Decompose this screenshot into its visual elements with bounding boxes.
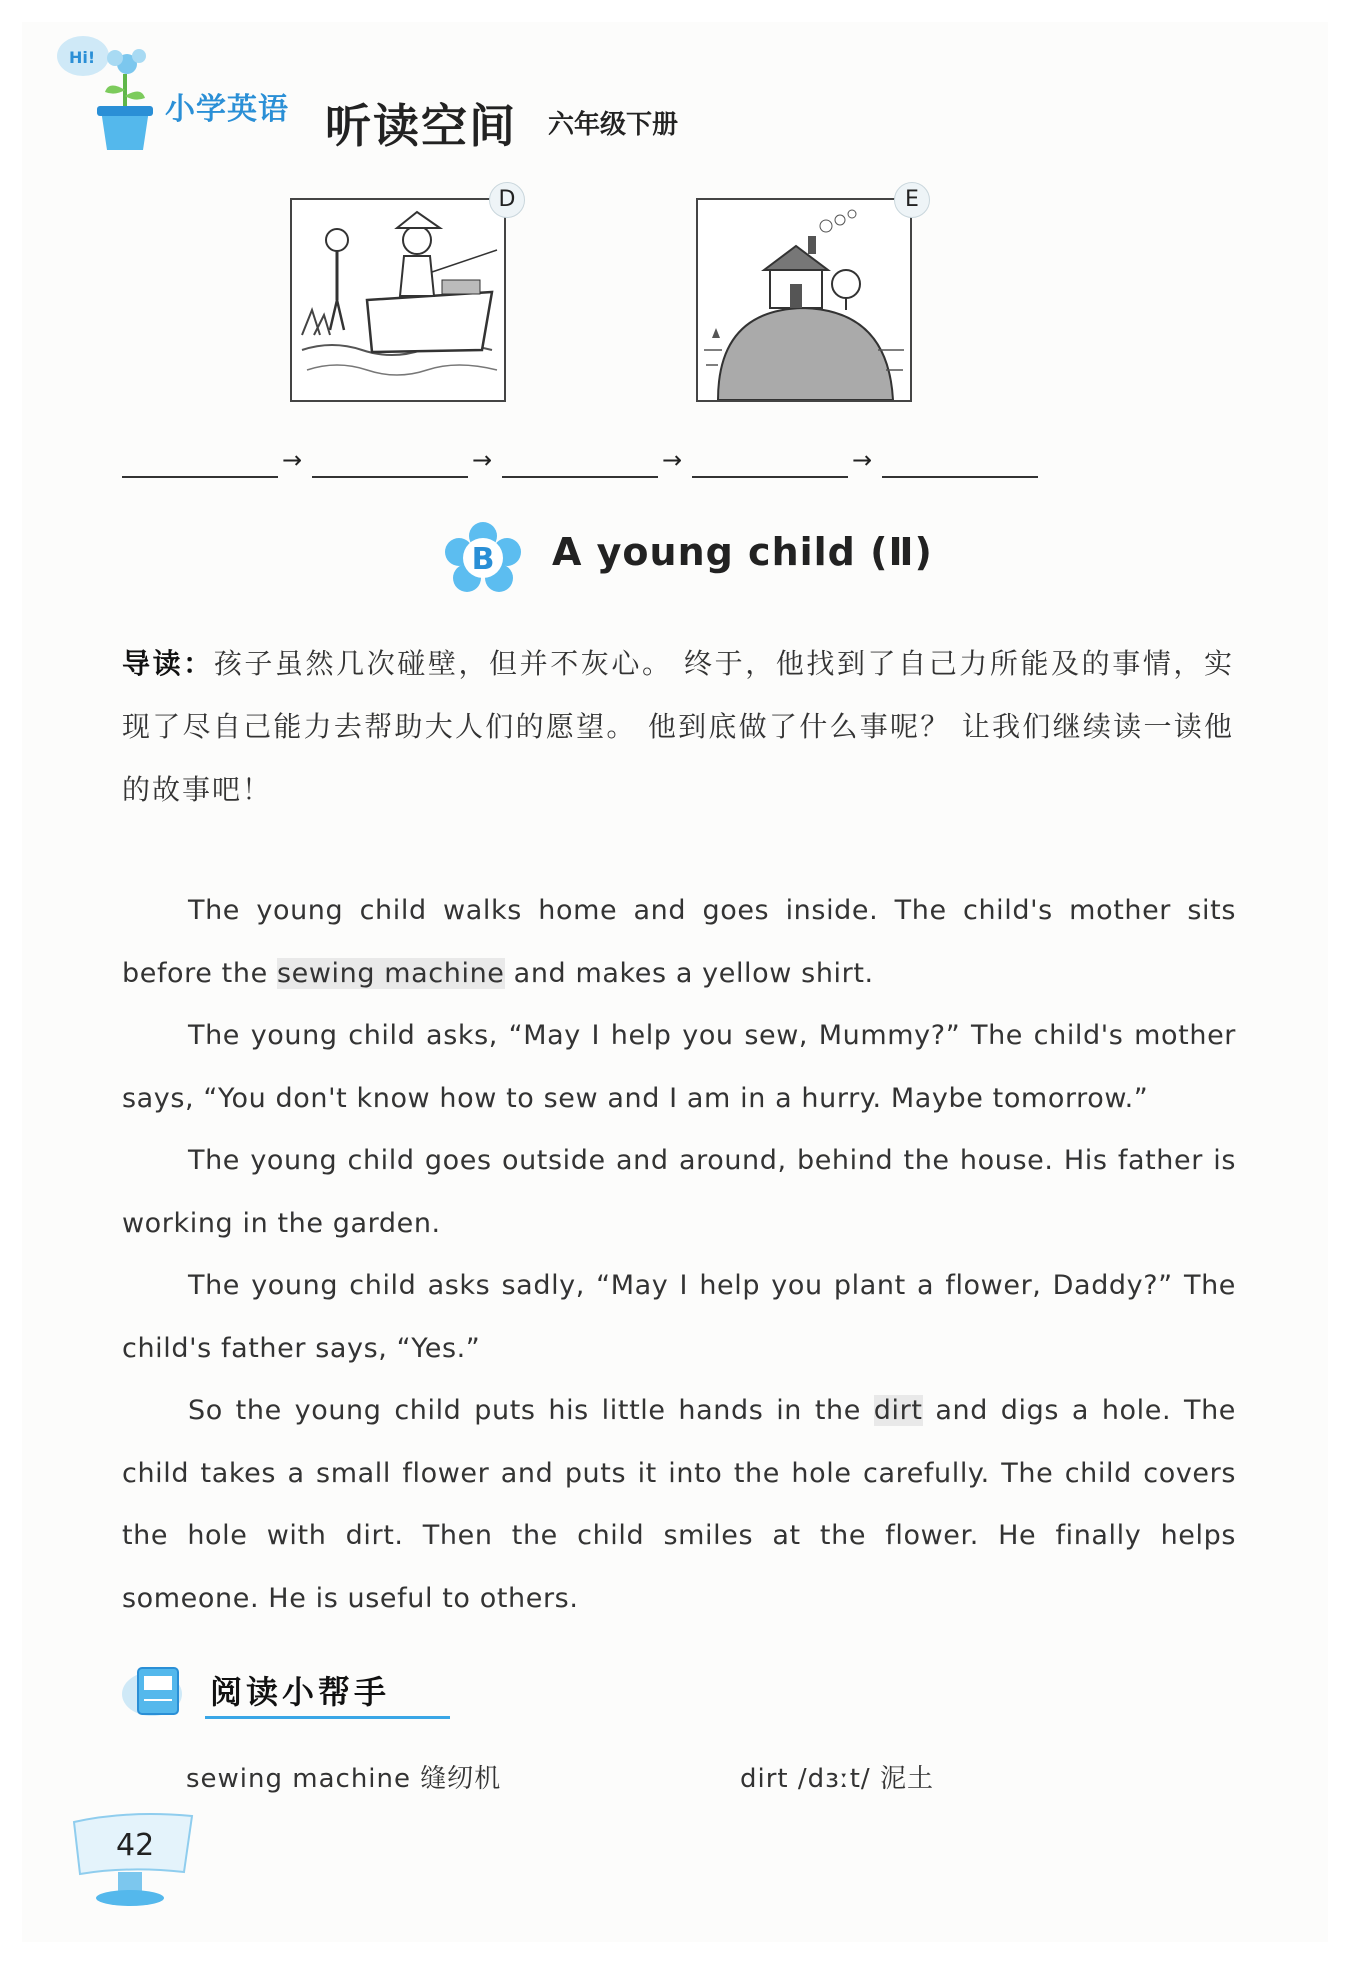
order-blank-3[interactable] — [502, 476, 658, 478]
picture-d-fishing — [290, 198, 506, 402]
reading-guide-label: 导读： — [122, 647, 214, 680]
story-paragraph — [122, 880, 1236, 1005]
story-paragraph: The young child asks, “May I help you sew, Mummy?” The child's mother says, “You don't know how to sew and I am in a hurry. Maybe tomorrow.” — [122, 1020, 1236, 1114]
section-title: A young child (Ⅱ) — [552, 530, 933, 574]
brand-title: 听读空间 — [325, 99, 517, 153]
page-number: 42 — [116, 1828, 155, 1863]
glossary-item-dirt: dirt /dɜːt/ 泥土 — [740, 1764, 934, 1794]
order-blank-2[interactable] — [312, 476, 468, 478]
order-blank-4[interactable] — [692, 476, 848, 478]
series-name: 小学英语 — [165, 92, 289, 127]
story-text — [122, 880, 1236, 1630]
island-house-illustration — [698, 200, 910, 400]
order-arrow-3: → — [662, 446, 683, 474]
flower-pot-logo-icon — [55, 30, 175, 160]
book-icon — [122, 1660, 192, 1720]
story-paragraph: The young child goes outside and around, behind the house. His father is working in the garden. — [122, 1145, 1236, 1239]
reading-guide-text: 孩子虽然几次碰壁，但并不灰心。 终于，他找到了自己力所能及的事情，实现了尽自己能力去帮助大人们的愿望。 他到底做了什么事呢？ 让我们继续读一读他的故事吧！ — [122, 647, 1234, 806]
order-arrow-2: → — [472, 446, 493, 474]
story-text-run: The young child walks home and goes inside. The child's mother sits before the — [122, 895, 1236, 989]
order-arrow-1: → — [282, 446, 303, 474]
section-badge-letter: B — [471, 542, 495, 577]
picture-e-island — [696, 198, 912, 402]
story-paragraph: The young child asks sadly, “May I help you plant a flower, Daddy?” The child's father says, “Yes.” — [122, 1270, 1236, 1364]
highlighted-term: sewing machine — [276, 957, 505, 989]
order-arrow-4: → — [852, 446, 873, 474]
order-blank-1[interactable] — [122, 476, 278, 478]
order-blank-5[interactable] — [882, 476, 1038, 478]
glossary-item-sewing-machine: sewing machine 缝纫机 — [186, 1764, 502, 1794]
picture-d-label: D — [489, 182, 525, 218]
grade-label: 六年级下册 — [548, 110, 679, 140]
story-text-run: and makes a yellow shirt. — [504, 957, 874, 989]
highlighted-term: dirt — [873, 1395, 923, 1426]
fishing-boat-illustration — [292, 200, 504, 400]
picture-e-label: E — [894, 182, 930, 218]
helper-underline — [205, 1716, 450, 1719]
story-paragraph — [122, 1380, 1236, 1630]
story-text-run: So the young child puts his little hands in the — [188, 1395, 874, 1426]
story-text-run: and digs a hole. The child takes a small flower and puts it into the hole carefully. The child covers the hole with dirt. Then the child smiles at the flower. He finally helps someone. He is useful to others. — [122, 1395, 1237, 1614]
hi-badge: Hi! — [69, 48, 96, 67]
reading-helper-title: 阅读小帮手 — [210, 1673, 391, 1711]
section-b-flower-icon — [445, 522, 521, 592]
reading-guide — [122, 632, 1234, 821]
